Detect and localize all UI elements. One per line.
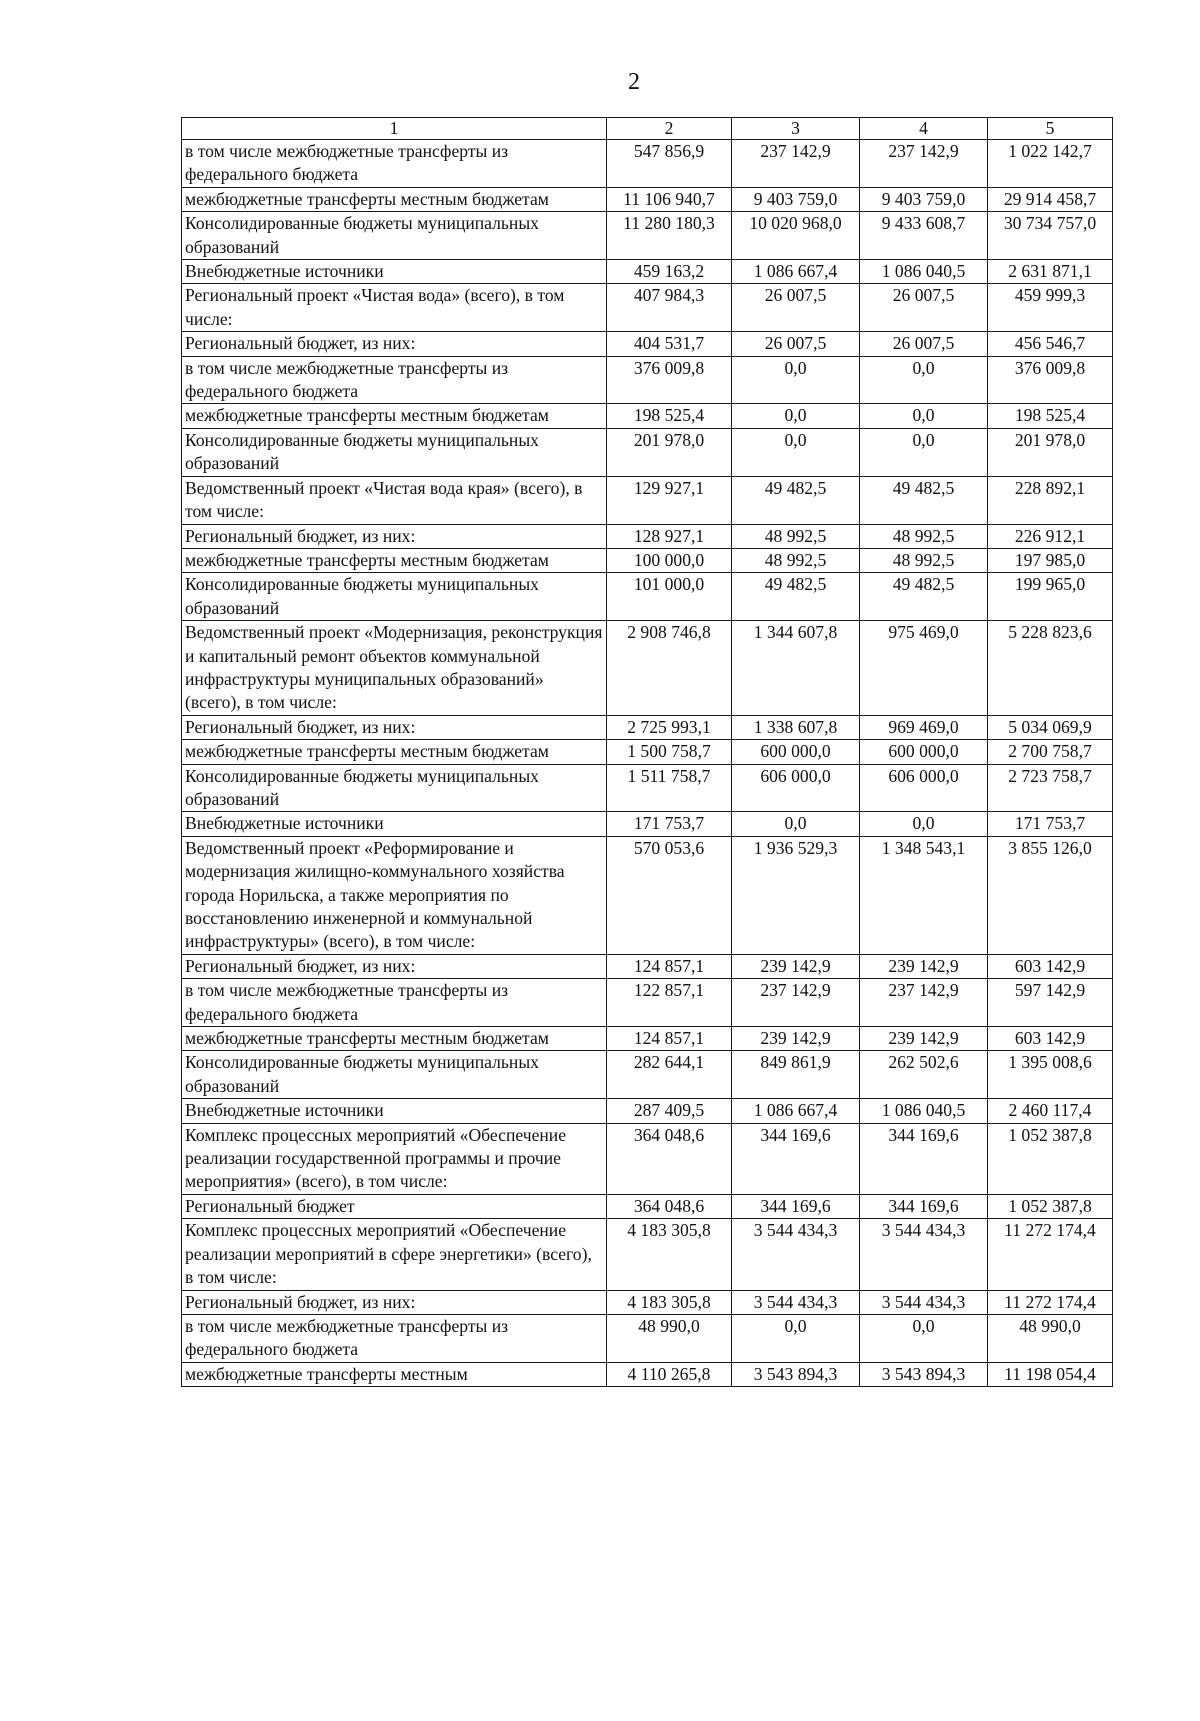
value-cell: 124 857,1: [607, 954, 732, 978]
value-cell: 9 433 608,7: [860, 212, 988, 260]
value-cell: 1 052 387,8: [988, 1194, 1113, 1218]
value-cell: 459 999,3: [988, 284, 1113, 332]
value-cell: 0,0: [732, 812, 860, 836]
value-cell: 0,0: [732, 356, 860, 404]
value-cell: 9 403 759,0: [732, 187, 860, 211]
value-cell: 239 142,9: [732, 954, 860, 978]
table-row: [182, 332, 1113, 356]
value-cell: 600 000,0: [732, 740, 860, 764]
row-label: в том числе межбюджетные трансферты из федерального бюджета: [182, 979, 607, 1027]
value-cell: 3 544 434,3: [732, 1290, 860, 1314]
value-cell: 11 272 174,4: [988, 1290, 1113, 1314]
value-cell: 3 855 126,0: [988, 836, 1113, 954]
row-label: Ведомственный проект «Реформирование и модернизация жилищно-коммунального хозяйства города Норильска, а также мероприятия по восстановлению инженерной и коммунальной инфраструктуры» (всего), в том числе:: [182, 836, 607, 954]
value-cell: 49 482,5: [860, 476, 988, 524]
value-cell: 603 142,9: [988, 1027, 1113, 1051]
row-label: Консолидированные бюджеты муниципальных образований: [182, 212, 607, 260]
column-header: 4: [860, 118, 988, 140]
value-cell: 122 857,1: [607, 979, 732, 1027]
value-cell: 1 086 040,5: [860, 1099, 988, 1123]
value-cell: 239 142,9: [860, 954, 988, 978]
value-cell: 407 984,3: [607, 284, 732, 332]
table-row: [182, 1362, 1113, 1386]
value-cell: 237 142,9: [860, 979, 988, 1027]
value-cell: 29 914 458,7: [988, 187, 1113, 211]
row-label: Консолидированные бюджеты муниципальных образований: [182, 428, 607, 476]
value-cell: 239 142,9: [860, 1027, 988, 1051]
value-cell: 0,0: [860, 812, 988, 836]
value-cell: 597 142,9: [988, 979, 1113, 1027]
value-cell: 128 927,1: [607, 524, 732, 548]
value-cell: 101 000,0: [607, 573, 732, 621]
row-label: Региональный бюджет, из них:: [182, 954, 607, 978]
value-cell: 1 511 758,7: [607, 764, 732, 812]
value-cell: 0,0: [732, 428, 860, 476]
value-cell: 376 009,8: [988, 356, 1113, 404]
value-cell: 11 106 940,7: [607, 187, 732, 211]
value-cell: 4 110 265,8: [607, 1362, 732, 1386]
table-row: [182, 954, 1113, 978]
table-row: [182, 1099, 1113, 1123]
value-cell: 26 007,5: [860, 332, 988, 356]
row-label: Региональный бюджет, из них:: [182, 524, 607, 548]
row-label: межбюджетные трансферты местным бюджетам: [182, 548, 607, 572]
value-cell: 11 198 054,4: [988, 1362, 1113, 1386]
budget-table: [181, 117, 1113, 1387]
row-label: Консолидированные бюджеты муниципальных образований: [182, 764, 607, 812]
table-row: [182, 476, 1113, 524]
table-row: [182, 1194, 1113, 1218]
table-row: [182, 979, 1113, 1027]
value-cell: 48 992,5: [732, 524, 860, 548]
value-cell: 1 348 543,1: [860, 836, 988, 954]
value-cell: 201 978,0: [988, 428, 1113, 476]
value-cell: 0,0: [732, 1314, 860, 1362]
value-cell: 606 000,0: [732, 764, 860, 812]
value-cell: 2 700 758,7: [988, 740, 1113, 764]
row-label: Региональный проект «Чистая вода» (всего), в том числе:: [182, 284, 607, 332]
value-cell: 404 531,7: [607, 332, 732, 356]
value-cell: 49 482,5: [732, 476, 860, 524]
row-label: межбюджетные трансферты местным: [182, 1362, 607, 1386]
row-label: Комплекс процессных мероприятий «Обеспечение реализации государственной программы и прочие мероприятия» (всего), в том числе:: [182, 1123, 607, 1194]
table-row: [182, 836, 1113, 954]
value-cell: 199 965,0: [988, 573, 1113, 621]
value-cell: 26 007,5: [732, 284, 860, 332]
value-cell: 376 009,8: [607, 356, 732, 404]
table-row: [182, 212, 1113, 260]
value-cell: 344 169,6: [860, 1194, 988, 1218]
value-cell: 3 544 434,3: [732, 1219, 860, 1290]
row-label: межбюджетные трансферты местным бюджетам: [182, 187, 607, 211]
table-row: [182, 260, 1113, 284]
value-cell: 364 048,6: [607, 1194, 732, 1218]
value-cell: 171 753,7: [607, 812, 732, 836]
row-label: в том числе межбюджетные трансферты из федерального бюджета: [182, 356, 607, 404]
value-cell: 198 525,4: [988, 404, 1113, 428]
table-row: [182, 524, 1113, 548]
table-row: [182, 356, 1113, 404]
column-header: 3: [732, 118, 860, 140]
value-cell: 282 644,1: [607, 1051, 732, 1099]
value-cell: 1 022 142,7: [988, 140, 1113, 188]
value-cell: 49 482,5: [732, 573, 860, 621]
value-cell: 0,0: [860, 428, 988, 476]
value-cell: 2 631 871,1: [988, 260, 1113, 284]
page-number: 2: [628, 69, 640, 95]
table-row: [182, 548, 1113, 572]
row-label: Ведомственный проект «Модернизация, реконструкция и капитальный ремонт объектов коммунальной инфраструктуры муниципальных образований» (всего), в том числе:: [182, 621, 607, 716]
table-row: [182, 1314, 1113, 1362]
value-cell: 198 525,4: [607, 404, 732, 428]
value-cell: 124 857,1: [607, 1027, 732, 1051]
row-label: Ведомственный проект «Чистая вода края» (всего), в том числе:: [182, 476, 607, 524]
value-cell: 344 169,6: [860, 1123, 988, 1194]
value-cell: 4 183 305,8: [607, 1290, 732, 1314]
value-cell: 171 753,7: [988, 812, 1113, 836]
table-row: [182, 812, 1113, 836]
row-label: Внебюджетные источники: [182, 812, 607, 836]
value-cell: 2 908 746,8: [607, 621, 732, 716]
value-cell: 0,0: [860, 1314, 988, 1362]
table-row: [182, 404, 1113, 428]
value-cell: 3 543 894,3: [732, 1362, 860, 1386]
value-cell: 2 725 993,1: [607, 715, 732, 739]
value-cell: 547 856,9: [607, 140, 732, 188]
row-label: межбюджетные трансферты местным бюджетам: [182, 740, 607, 764]
value-cell: 1 936 529,3: [732, 836, 860, 954]
value-cell: 969 469,0: [860, 715, 988, 739]
value-cell: 3 543 894,3: [860, 1362, 988, 1386]
row-label: Внебюджетные источники: [182, 260, 607, 284]
value-cell: 2 723 758,7: [988, 764, 1113, 812]
value-cell: 600 000,0: [860, 740, 988, 764]
value-cell: 0,0: [860, 356, 988, 404]
row-label: Региональный бюджет: [182, 1194, 607, 1218]
value-cell: 201 978,0: [607, 428, 732, 476]
value-cell: 11 272 174,4: [988, 1219, 1113, 1290]
row-label: межбюджетные трансферты местным бюджетам: [182, 1027, 607, 1051]
value-cell: 228 892,1: [988, 476, 1113, 524]
value-cell: 4 183 305,8: [607, 1219, 732, 1290]
value-cell: 1 086 040,5: [860, 260, 988, 284]
value-cell: 1 052 387,8: [988, 1123, 1113, 1194]
value-cell: 459 163,2: [607, 260, 732, 284]
value-cell: 3 544 434,3: [860, 1219, 988, 1290]
value-cell: 48 992,5: [732, 548, 860, 572]
row-label: Комплекс процессных мероприятий «Обеспечение реализации мероприятий в сфере энергетики» (всего), в том числе:: [182, 1219, 607, 1290]
table-row: [182, 428, 1113, 476]
value-cell: 9 403 759,0: [860, 187, 988, 211]
value-cell: 226 912,1: [988, 524, 1113, 548]
value-cell: 48 990,0: [988, 1314, 1113, 1362]
table-row: [182, 1027, 1113, 1051]
table-row: [182, 740, 1113, 764]
row-label: Региональный бюджет, из них:: [182, 332, 607, 356]
value-cell: 237 142,9: [732, 979, 860, 1027]
row-label: Региональный бюджет, из них:: [182, 715, 607, 739]
value-cell: 849 861,9: [732, 1051, 860, 1099]
table-row: [182, 1219, 1113, 1290]
table-row: [182, 284, 1113, 332]
table-row: [182, 715, 1113, 739]
value-cell: 3 544 434,3: [860, 1290, 988, 1314]
column-header: 5: [988, 118, 1113, 140]
value-cell: 30 734 757,0: [988, 212, 1113, 260]
table-body: [182, 140, 1113, 1387]
value-cell: 237 142,9: [732, 140, 860, 188]
value-cell: 975 469,0: [860, 621, 988, 716]
row-label: Консолидированные бюджеты муниципальных образований: [182, 573, 607, 621]
value-cell: 570 053,6: [607, 836, 732, 954]
value-cell: 1 086 667,4: [732, 260, 860, 284]
value-cell: 48 990,0: [607, 1314, 732, 1362]
value-cell: 603 142,9: [988, 954, 1113, 978]
value-cell: 48 992,5: [860, 524, 988, 548]
column-header: 2: [607, 118, 732, 140]
table-row: [182, 1123, 1113, 1194]
value-cell: 0,0: [732, 404, 860, 428]
row-label: в том числе межбюджетные трансферты из федерального бюджета: [182, 1314, 607, 1362]
value-cell: 456 546,7: [988, 332, 1113, 356]
value-cell: 1 500 758,7: [607, 740, 732, 764]
table-row: [182, 764, 1113, 812]
value-cell: 1 395 008,6: [988, 1051, 1113, 1099]
row-label: Консолидированные бюджеты муниципальных образований: [182, 1051, 607, 1099]
row-label: Региональный бюджет, из них:: [182, 1290, 607, 1314]
value-cell: 10 020 968,0: [732, 212, 860, 260]
row-label: межбюджетные трансферты местным бюджетам: [182, 404, 607, 428]
value-cell: 0,0: [860, 404, 988, 428]
value-cell: 26 007,5: [732, 332, 860, 356]
value-cell: 262 502,6: [860, 1051, 988, 1099]
row-label: Внебюджетные источники: [182, 1099, 607, 1123]
value-cell: 1 086 667,4: [732, 1099, 860, 1123]
value-cell: 129 927,1: [607, 476, 732, 524]
value-cell: 344 169,6: [732, 1194, 860, 1218]
value-cell: 1 338 607,8: [732, 715, 860, 739]
value-cell: 287 409,5: [607, 1099, 732, 1123]
value-cell: 49 482,5: [860, 573, 988, 621]
value-cell: 2 460 117,4: [988, 1099, 1113, 1123]
value-cell: 364 048,6: [607, 1123, 732, 1194]
value-cell: 48 992,5: [860, 548, 988, 572]
value-cell: 237 142,9: [860, 140, 988, 188]
table-row: [182, 187, 1113, 211]
table-row: [182, 1051, 1113, 1099]
row-label: в том числе межбюджетные трансферты из федерального бюджета: [182, 140, 607, 188]
value-cell: 5 034 069,9: [988, 715, 1113, 739]
value-cell: 26 007,5: [860, 284, 988, 332]
value-cell: 1 344 607,8: [732, 621, 860, 716]
value-cell: 5 228 823,6: [988, 621, 1113, 716]
column-number-row: [182, 118, 1113, 140]
value-cell: 197 985,0: [988, 548, 1113, 572]
column-header: 1: [182, 118, 607, 140]
table-row: [182, 621, 1113, 716]
value-cell: 606 000,0: [860, 764, 988, 812]
value-cell: 239 142,9: [732, 1027, 860, 1051]
table-row: [182, 140, 1113, 188]
table-row: [182, 573, 1113, 621]
value-cell: 11 280 180,3: [607, 212, 732, 260]
table-row: [182, 1290, 1113, 1314]
value-cell: 100 000,0: [607, 548, 732, 572]
value-cell: 344 169,6: [732, 1123, 860, 1194]
